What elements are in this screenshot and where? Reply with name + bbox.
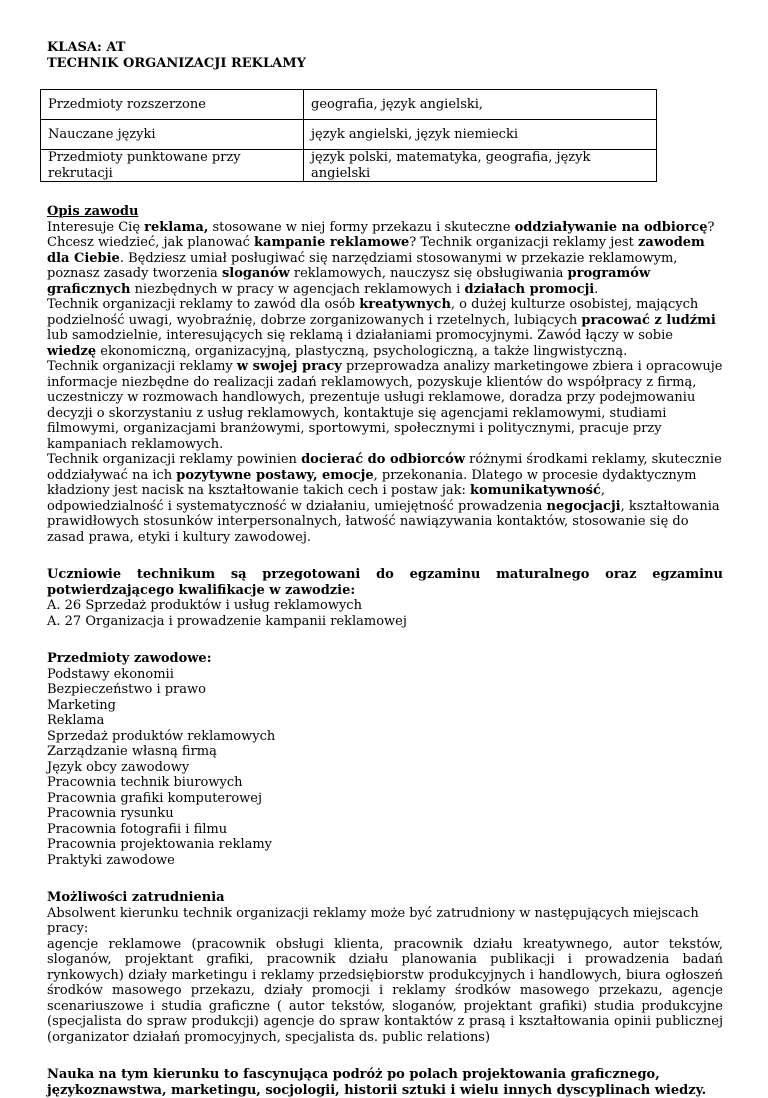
employment-heading: Możliwości zatrudnienia xyxy=(47,890,225,905)
emphasis: komunikatywność xyxy=(470,483,601,498)
list-item: Pracownia projektowania reklamy xyxy=(47,837,273,852)
text: niezbędnych w pracy w agencjach reklamowych i xyxy=(130,281,465,297)
text: różnymi środkami reklamy, skutecznie oddziaływać na ich xyxy=(47,452,722,483)
table-label: Nauczane języki xyxy=(41,120,304,150)
text: ekonomiczną, organizacyjną, plastyczną, psychologiczną, a także lingwistyczną. xyxy=(96,343,628,359)
emphasis: w swojej pracy xyxy=(236,359,342,374)
text: Technik organizacji reklamy powinien xyxy=(47,452,302,467)
text: . xyxy=(594,281,599,297)
paragraph xyxy=(47,220,723,298)
list-item: Język obcy zawodowy xyxy=(47,759,190,775)
list-item: Pracownia technik biurowych xyxy=(47,775,243,790)
text: stosowane w niej formy przekazu i skuteczne xyxy=(208,219,515,235)
emphasis: pracować z ludźmi xyxy=(581,312,716,328)
emphasis: negocjacji xyxy=(546,498,621,514)
text: lub samodzielnie, interesujących się reklamą i działaniami promocyjnymi. Zawód łączy w sobie xyxy=(47,328,673,343)
list-item: Marketing xyxy=(47,697,116,713)
list-item: Reklama xyxy=(47,713,105,728)
text: . Będziesz umiał posługiwać się narzędziami stosowanymi w przekazie reklamowym, poznasz zasady tworzenia xyxy=(47,250,678,281)
list-item: Praktyki zawodowe xyxy=(47,852,175,868)
table-label: Przedmioty rozszerzone xyxy=(41,90,304,120)
job-description-section xyxy=(47,204,723,545)
table-label: Przedmioty punktowane przy rekrutacji xyxy=(41,150,304,182)
table-row xyxy=(41,150,657,182)
subjects-section xyxy=(47,651,723,868)
paragraph: agencje reklamowe (pracownik obsługi klienta, pracownik działu kreatywnego, autor tekstów, sloganów, projektant grafiki, pracownik działu planowania publikacji i prowadzenia badań rynkowych) działy marketingu i reklamy przedsiębiorstw produkcyjnych i handlowych, biura ogłoszeń środków masowego przekazu, działy promocji i reklamy środków masowego przekazu, agencje scenariuszowe i studia graficzne ( autor tekstów, sloganów, projektant grafiki) studia produkcyjne (specjalista do spraw produkcji) agencje do spraw kontaktów z prasą i kształtowania opinii publicznej (organizator działań promocyjnych, specjalista ds. public relations) xyxy=(47,936,723,1045)
emphasis: oddziaływanie na odbiorcę xyxy=(514,219,708,235)
text: Technik organizacji reklamy xyxy=(47,359,237,374)
text: , kształtowania prawidłowych stosunków interpersonalnych, łatwość nawiązywania kontaktów, stosowanie się do zasad prawa, etyki i kultury zawodowej. xyxy=(47,498,720,545)
emphasis: docierać do odbiorców xyxy=(301,452,466,467)
employment-section xyxy=(47,890,723,1045)
closing-text: Nauka na tym kierunku to fascynująca podróż po polach projektowania graficznego, językoznawstwa, marketingu, socjologii, historii sztuki i wielu innych dyscyplinach wiedzy. xyxy=(47,1067,707,1098)
exam-heading: Uczniowie technikum są przegotowani do egzaminu maturalnego oraz egzaminu potwierdzającego kwalifikacje w zawodzie: xyxy=(47,567,723,598)
list-item: Podstawy ekonomii xyxy=(47,666,174,682)
emphasis: zawodem dla Ciebie xyxy=(47,235,705,266)
table-value: język polski, matematyka, geografia, język angielski xyxy=(304,150,657,182)
section-heading xyxy=(47,651,723,667)
closing-statement xyxy=(47,1067,723,1098)
section-heading xyxy=(47,567,723,598)
text: ? Technik organizacji reklamy jest xyxy=(409,235,639,250)
text: reklamowych, nauczysz się obsługiwania xyxy=(289,266,568,281)
list-item: Zarządzanie własną firmą xyxy=(47,744,217,759)
table-value: język angielski, język niemiecki xyxy=(304,120,657,150)
exam-section xyxy=(47,567,723,629)
subjects-table xyxy=(40,89,657,182)
text: ? Chcesz wiedzieć, jak planować xyxy=(47,219,715,250)
emphasis: pozytywne postawy, emocje xyxy=(176,467,374,483)
list-item: A. 27 Organizacja i prowadzenie kampanii reklamowej xyxy=(47,613,407,629)
emphasis: kreatywnych xyxy=(359,297,451,312)
text: , o dużej kulturze osobistej, mających podzielność uwagi, wyobraźnię, dobrze zorganizowanych i rzetelnych, lubiących xyxy=(47,297,699,328)
paragraph: Absolwent kierunku technik organizacji reklamy może być zatrudniony w następujących miejscach pracy: xyxy=(47,905,699,936)
paragraph xyxy=(47,452,723,545)
text: Technik organizacji reklamy to zawód dla osób xyxy=(47,297,360,312)
paragraph xyxy=(47,359,723,452)
table-row xyxy=(41,90,657,120)
list-item: Sprzedaż produktów reklamowych xyxy=(47,728,276,744)
emphasis: programów graficznych xyxy=(47,266,651,297)
emphasis: wiedzę xyxy=(47,343,97,359)
table-value: geografia, język angielski, xyxy=(304,90,657,120)
text: Interesuje Cię xyxy=(47,219,145,235)
text: , przekonania. Dlatego w procesie dydaktycznym kładziony jest nacisk na kształtowanie takich cech i postaw jak: xyxy=(47,467,697,498)
list-item: A. 26 Sprzedaż produktów i usług reklamowych xyxy=(47,598,362,613)
list-item: Pracownia grafiki komputerowej xyxy=(47,790,263,806)
closing-section xyxy=(47,1067,723,1098)
list-item: Bezpieczeństwo i prawo xyxy=(47,682,206,697)
table-row xyxy=(41,120,657,150)
section-heading xyxy=(47,890,723,906)
paragraph xyxy=(47,297,723,359)
emphasis: reklama, xyxy=(144,219,209,235)
subjects-heading: Przedmioty zawodowe: xyxy=(47,651,212,666)
document-page xyxy=(47,40,723,1098)
text: , odpowiedzialność i systematyczność w działaniu, umiejętność prowadzenia xyxy=(47,483,605,514)
list-item: Pracownia fotografii i filmu xyxy=(47,821,228,837)
class-label: KLASA: AT xyxy=(47,40,126,55)
emphasis: sloganów xyxy=(221,266,290,281)
section-heading: Opis zawodu xyxy=(47,204,139,219)
emphasis: kampanie reklamowe xyxy=(254,235,410,250)
list-item: Pracownia rysunku xyxy=(47,806,174,821)
emphasis: działach promocji xyxy=(464,281,595,297)
document-title: TECHNIK ORGANIZACJI REKLAMY xyxy=(47,55,306,71)
text: przeprowadza analizy marketingowe zbiera i opracowuje informacje niezbędne do realizacji zadań reklamowych, pozyskuje klientów do współpracy z firmą, uczestniczy w rozmowach handlowych, prezentuje usługi reklamowe, doradza przy podejmowaniu decyzji o skorzystaniu z usług reklamowych, kontaktuje się agencjami reklamowymi, studiami filmowymi, organizacjami branżowymi, sportowymi, społecznymi i politycznymi, pracuje przy kampaniach reklamowych. xyxy=(47,359,723,452)
